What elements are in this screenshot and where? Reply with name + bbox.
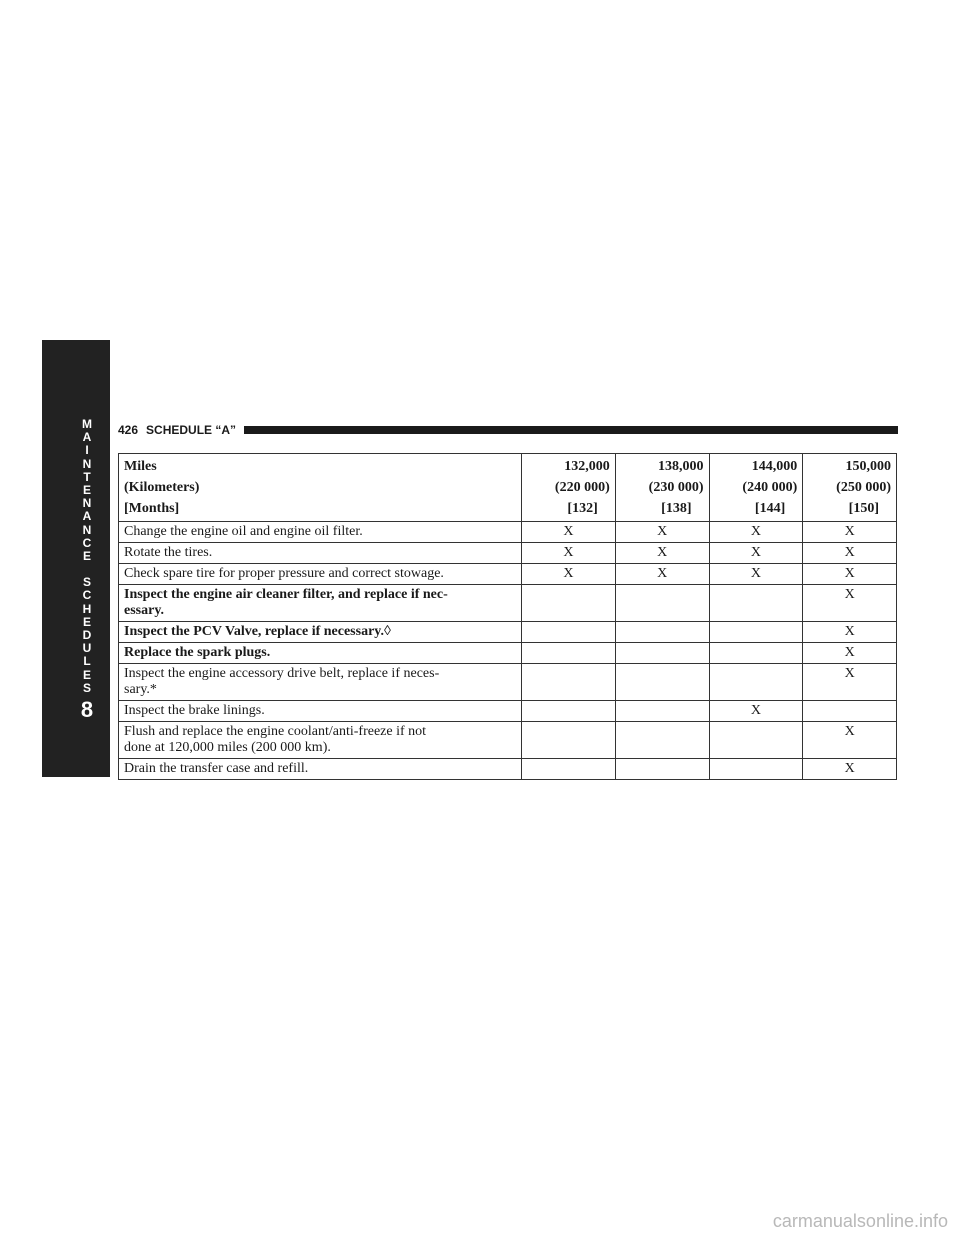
service-mark-cell <box>615 643 709 664</box>
maintenance-schedule-table <box>118 453 897 780</box>
service-mark-cell: X <box>803 585 897 622</box>
service-mark-cell <box>522 585 616 622</box>
task-text: Rotate the tires. <box>124 545 213 560</box>
side-tab-letter: N <box>82 522 92 537</box>
service-mark-cell: X <box>615 522 709 543</box>
header-col-km: (230 000) <box>648 480 704 495</box>
header-col-4 <box>803 454 897 522</box>
service-mark-cell: X <box>615 543 709 564</box>
task-text: Replace the spark plugs. <box>124 645 271 660</box>
service-mark-cell: X <box>803 622 897 643</box>
table-row <box>119 759 897 780</box>
service-mark-cell <box>709 759 803 780</box>
page-header <box>118 420 898 440</box>
task-text: Check spare tire for proper pressure and correct stowage. <box>124 566 444 581</box>
header-col-months: [150] <box>848 501 879 516</box>
site-watermark: carmanualsonline.info <box>772 1211 948 1231</box>
service-mark-cell <box>615 759 709 780</box>
side-tab-letter: I <box>85 443 89 458</box>
header-label-miles: Miles <box>124 459 157 474</box>
side-tab-letter: M <box>82 417 92 431</box>
header-col-months: [138] <box>661 501 692 516</box>
side-tab-letter: C <box>82 535 92 550</box>
service-mark-cell <box>615 701 709 722</box>
table-row <box>119 664 897 701</box>
service-mark-cell <box>522 722 616 759</box>
table-header-row <box>119 454 897 522</box>
side-tab-letter: L <box>83 654 91 669</box>
header-rule <box>244 426 898 434</box>
task-cell <box>119 701 522 722</box>
task-text: done at 120,000 miles (200 000 km). <box>124 740 331 755</box>
task-cell <box>119 622 522 643</box>
service-mark-cell <box>522 643 616 664</box>
side-tab-letter: E <box>82 667 91 682</box>
service-mark-cell <box>522 701 616 722</box>
header-col-months: [132] <box>567 501 598 516</box>
task-text: Drain the transfer case and refill. <box>124 761 309 776</box>
header-col-months: [144] <box>754 501 786 516</box>
service-mark-cell: X <box>709 701 803 722</box>
table-row <box>119 522 897 543</box>
table-row <box>119 622 897 643</box>
header-col-miles: 144,000 <box>751 459 798 474</box>
service-mark-cell: X <box>522 543 616 564</box>
diamond-icon: ◊ <box>384 624 391 639</box>
service-mark-cell <box>615 585 709 622</box>
service-mark-cell: X <box>522 522 616 543</box>
task-cell <box>119 585 522 622</box>
task-text: Inspect the PCV Valve, replace if necessary. <box>124 624 385 639</box>
service-mark-cell: X <box>709 522 803 543</box>
task-text: sary.* <box>124 682 157 697</box>
task-cell <box>119 564 522 585</box>
service-mark-cell <box>615 722 709 759</box>
header-label-kilometers: (Kilometers) <box>124 480 200 495</box>
service-mark-cell <box>709 622 803 643</box>
header-col-miles: 138,000 <box>658 459 704 474</box>
service-mark-cell: X <box>615 564 709 585</box>
side-tab-letter: T <box>83 469 91 484</box>
task-cell <box>119 543 522 564</box>
service-mark-cell: X <box>803 759 897 780</box>
header-label-months: [Months] <box>124 501 180 516</box>
service-mark-cell: X <box>803 543 897 564</box>
task-text: Flush and replace the engine coolant/anti-freeze if not <box>124 724 427 739</box>
task-text: Inspect the engine air cleaner filter, and replace if nec- <box>124 587 448 602</box>
service-mark-cell <box>615 664 709 701</box>
side-tab-letter: N <box>82 496 92 511</box>
table-row <box>119 585 897 622</box>
side-tab-letter: D <box>82 628 92 643</box>
task-text: Change the engine oil and engine oil filter. <box>124 524 363 539</box>
service-mark-cell <box>709 664 803 701</box>
side-tab-letter: A <box>82 430 92 445</box>
service-mark-cell <box>615 622 709 643</box>
service-mark-cell <box>709 585 803 622</box>
header-col-miles: 150,000 <box>845 459 891 474</box>
service-mark-cell: X <box>803 664 897 701</box>
header-labels-cell <box>119 454 522 522</box>
side-tab-letter: E <box>82 549 91 564</box>
service-mark-cell: X <box>803 643 897 664</box>
page-title: SCHEDULE “A” <box>146 423 237 437</box>
task-text: essary. <box>124 603 165 618</box>
side-tab-letter: U <box>82 641 92 656</box>
header-col-3 <box>709 454 803 522</box>
service-mark-cell: X <box>709 564 803 585</box>
task-text: Inspect the brake linings. <box>124 703 265 718</box>
side-tab-letter: E <box>82 614 91 629</box>
table-row <box>119 722 897 759</box>
header-col-km: (250 000) <box>836 480 891 495</box>
header-col-2 <box>615 454 709 522</box>
table-row <box>119 701 897 722</box>
side-tab-letter: N <box>82 456 92 471</box>
service-mark-cell <box>522 664 616 701</box>
service-mark-cell <box>709 722 803 759</box>
side-tab-letter: S <box>82 575 91 590</box>
header-col-miles: 132,000 <box>564 459 610 474</box>
service-mark-cell <box>803 701 897 722</box>
service-mark-cell <box>709 643 803 664</box>
side-tab-letter: C <box>82 588 92 603</box>
task-cell <box>119 522 522 543</box>
side-tab-letter: E <box>82 483 91 498</box>
service-mark-cell: X <box>522 564 616 585</box>
service-mark-cell: X <box>803 522 897 543</box>
page-number: 426 <box>118 423 139 437</box>
task-cell <box>119 643 522 664</box>
service-mark-cell: X <box>803 564 897 585</box>
service-mark-cell: X <box>803 722 897 759</box>
table-row <box>119 543 897 564</box>
section-side-tab-label <box>77 418 97 721</box>
side-tab-letter: A <box>82 509 92 524</box>
table-row <box>119 643 897 664</box>
task-cell <box>119 759 522 780</box>
task-text: Inspect the engine accessory drive belt, replace if neces- <box>124 666 440 681</box>
chapter-number: 8 <box>80 697 94 723</box>
header-col-km: (240 000) <box>742 480 798 495</box>
section-side-tab <box>42 340 110 777</box>
task-cell <box>119 664 522 701</box>
side-tab-letter: S <box>82 680 91 695</box>
service-mark-cell <box>522 622 616 643</box>
header-col-1 <box>522 454 616 522</box>
service-mark-cell: X <box>709 543 803 564</box>
side-tab-letter: H <box>82 601 92 616</box>
service-mark-cell <box>522 759 616 780</box>
table-row <box>119 564 897 585</box>
task-cell <box>119 722 522 759</box>
header-col-km: (220 000) <box>554 480 610 495</box>
